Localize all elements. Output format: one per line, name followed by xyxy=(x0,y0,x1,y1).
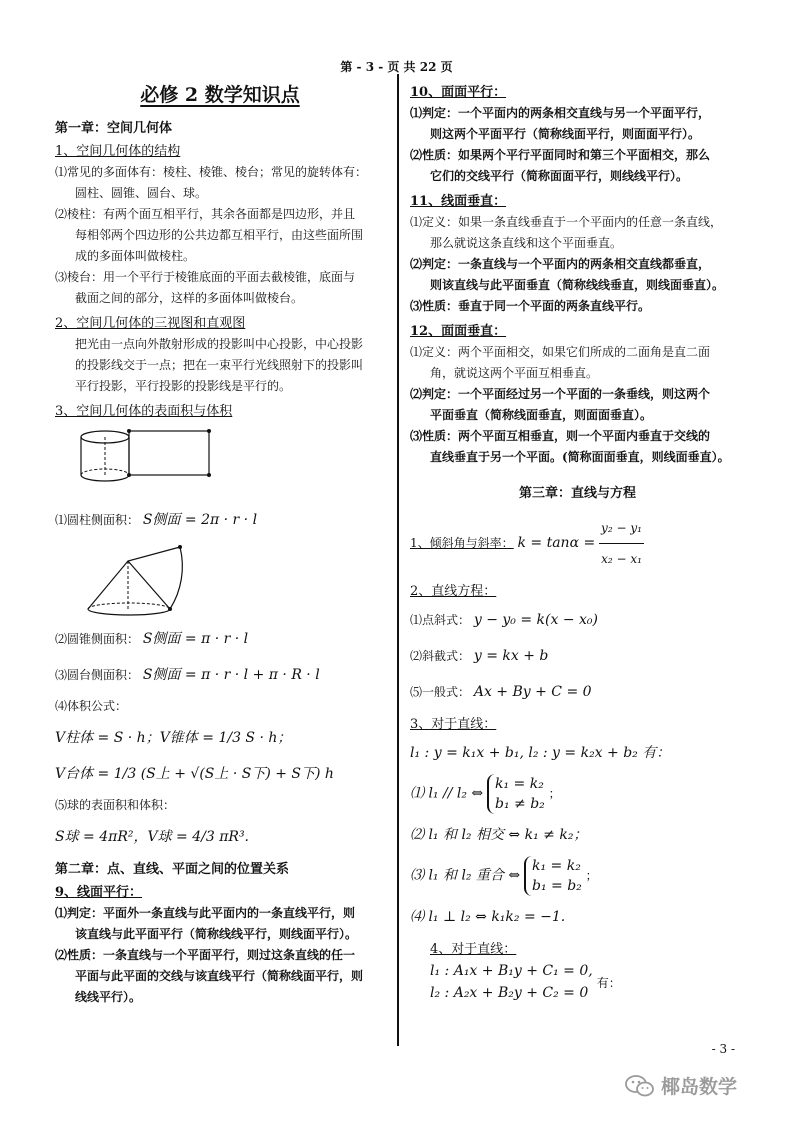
s1-text: 圆柱、圆锥、圆台、球。 xyxy=(75,186,208,200)
chapter-1-heading: 第一章：空间几何体 xyxy=(55,121,173,136)
section-11-heading: 11、线面垂直： xyxy=(410,194,507,209)
wechat-icon xyxy=(625,1075,655,1097)
s11-text: 那么就说这条直线和这个平面垂直。 xyxy=(430,236,623,250)
s11-text: ⑴定义：如果一条直线垂直于一个平面内的任意一条直线， xyxy=(410,215,723,229)
s1-text: ⑵棱柱：有两个面互相平行，其余各面都是四边形，并且 xyxy=(55,207,356,221)
r4-system xyxy=(410,960,745,1004)
f2-formula: S侧面 = π · r · l xyxy=(142,631,249,647)
s10-text: 则这两个平面平行（简称线面平行，则面面平行）。 xyxy=(430,127,701,141)
s1-text: 成的多面体叫做棱柱。 xyxy=(75,249,196,263)
f1-formula: S侧面 = 2π · r · l xyxy=(142,512,258,528)
column-divider xyxy=(397,74,399,1046)
s1-text: ⑶棱台：用一个平行于棱锥底面的平面去截棱锥，底面与 xyxy=(55,270,356,284)
r2-1-label: ⑴点斜式： xyxy=(410,613,471,627)
f4a-formula: V柱体 = S · h；V锥体 = 1/3 S · h； xyxy=(55,730,292,746)
s10-text: 它们的交线平行（简称面面平行，则线线平行）。 xyxy=(430,169,689,183)
r3-3-line-a: k₁ = k₂ xyxy=(532,858,581,874)
s9-text: ⑵性质：一条直线与一个平面平行，则过这条直线的任一 xyxy=(55,948,356,962)
r3-1-label: ⑴ l₁ // l₂ ⇔ xyxy=(410,785,484,802)
s9-text: 该直线与此平面平行（简称线线平行，则线面平行）。 xyxy=(75,927,358,941)
s12-text: 直线垂直于另一个平面。(简称面面垂直，则线面垂直）。 xyxy=(430,450,730,464)
s11-text: 则该直线与此平面垂直（简称线线垂直，则线面垂直）。 xyxy=(430,278,725,292)
f4b-formula: V台体 = 1/3 (S上 + √(S上 · S下) + S下) h xyxy=(55,766,334,782)
f2-label: ⑵圆锥侧面积： xyxy=(55,632,140,646)
s12-text: 平面垂直（简称线面垂直，则面面垂直）。 xyxy=(430,408,653,422)
section-12-heading: 12、面面垂直： xyxy=(410,324,507,339)
f3-label: ⑶圆台侧面积： xyxy=(55,668,140,682)
r1-label: 1、倾斜角与斜率： xyxy=(410,536,514,550)
f3-formula: S侧面 = π · r · l + π · R · l xyxy=(142,667,320,683)
page-header: 第 - 3 - 页 共 22 页 xyxy=(340,60,453,74)
s9-text: 线线平行）。 xyxy=(75,990,142,1004)
chapter-3-heading: 第三章：直线与方程 xyxy=(518,486,636,501)
slope-denominator: x₂ − x₁ xyxy=(601,552,642,566)
s1-text: ⑴常见的多面体有：棱柱、棱锥、棱台；常见的旋转体有： xyxy=(55,165,368,179)
r3-1-line-b: b₁ ≠ b₂ xyxy=(494,796,545,812)
s12-text: ⑶性质：两个平面互相垂直，则一个平面内垂直于交线的 xyxy=(410,429,711,443)
r2-2-formula: y = kx + b xyxy=(473,648,549,664)
page-title: 必修 2 数学知识点 xyxy=(140,84,300,106)
cylinder-unfold-figure xyxy=(75,427,215,487)
r3-2-formula: ⑵ l₁ 和 l₂ 相交 ⇔ k₁ ≠ k₂； xyxy=(410,827,588,843)
s1-text: 每相邻两个四边形的公共边都互相平行，由这些面所围 xyxy=(75,228,364,242)
r2-5-formula: Ax + By + C = 0 xyxy=(473,684,592,700)
r4-line-b: l₂ : A₂x + B₂y + C₂ = 0 xyxy=(430,985,589,1001)
r3-3-brace xyxy=(524,856,582,896)
watermark-text: 椰岛数学 xyxy=(661,1076,738,1098)
r3-3-line-b: b₁ = b₂ xyxy=(532,878,582,894)
s9-text: ⑴判定：平面外一条直线与此平面内的一条直线平行，则 xyxy=(55,906,356,920)
f5-formula: S球 = 4πR²，V球 = 4/3 πR³. xyxy=(55,829,250,845)
left-column xyxy=(55,78,385,1008)
r4-line-a: l₁ : A₁x + B₁y + C₁ = 0, xyxy=(430,963,593,979)
r3-1-end: ； xyxy=(548,786,561,801)
r2-2-label: ⑵斜截式： xyxy=(410,649,471,663)
s11-text: ⑵判定：一条直线与一个平面内的两条相交直线都垂直， xyxy=(410,257,711,271)
s12-text: ⑴定义：两个平面相交，如果它们所成的二面角是直二面 xyxy=(410,345,711,359)
section-3-heading: 3、空间几何体的表面积与体积 xyxy=(55,404,233,419)
s12-text: ⑵判定：一个平面经过另一个平面的一条垂线，则这两个 xyxy=(410,387,711,401)
r3-4-formula: ⑷ l₁ ⊥ l₂ ⇔ k₁k₂ = −1. xyxy=(410,909,566,925)
s2-text: 把光由一点向外散射形成的投影叫中心投影，中心投影 xyxy=(75,337,364,351)
s2-text: 平行投影，平行投影的投影线是平行的。 xyxy=(75,379,292,393)
r3-1-brace xyxy=(487,774,545,814)
s11-text: ⑶性质：垂直于同一个平面的两条直线平行。 xyxy=(410,299,651,313)
page-footer: - 3 - xyxy=(711,1042,735,1056)
s12-text: 角，就说这两个平面互相垂直。 xyxy=(430,366,599,380)
cone-unfold-figure xyxy=(80,541,220,616)
f5-label: ⑸球的表面积和体积： xyxy=(55,798,176,812)
chapter-2-heading: 第二章：点、直线、平面之间的位置关系 xyxy=(55,862,290,877)
slope-fraction xyxy=(599,513,644,574)
slope-numerator: y₂ − y₁ xyxy=(599,513,644,544)
s9-text: 平面与此平面的交线与该直线平行（简称线面平行，则 xyxy=(75,969,364,983)
section-1-heading: 1、空间几何体的结构 xyxy=(55,144,181,159)
right-column xyxy=(410,78,745,1004)
r3-1-line-a: k₁ = k₂ xyxy=(494,776,544,792)
section-10-heading: 10、面面平行： xyxy=(410,85,507,100)
r3-definition: l₁ : y = k₁x + b₁, l₂ : y = k₂x + b₂ 有： xyxy=(410,745,671,761)
s10-text: ⑵性质：如果两个平行平面同时和第三个平面相交，那么 xyxy=(410,148,711,162)
f1-label: ⑴圆柱侧面积： xyxy=(55,513,140,527)
r1-formula: k = tanα = xyxy=(517,535,596,551)
r2-5-label: ⑸一般式： xyxy=(410,685,471,699)
r4-end: 有： xyxy=(596,975,621,990)
s1-text: 截面之间的部分，这样的多面体叫做棱台。 xyxy=(75,291,304,305)
r3-heading: 3、对于直线： xyxy=(410,717,497,732)
r2-heading: 2、直线方程： xyxy=(410,584,497,599)
r4-heading: 4、对于直线： xyxy=(430,942,517,957)
r3-3-end: ； xyxy=(585,868,598,883)
section-2-heading: 2、空间几何体的三视图和直观图 xyxy=(55,316,246,331)
s10-text: ⑴判定：一个平面内的两条相交直线与另一个平面平行， xyxy=(410,106,711,120)
watermark xyxy=(625,1072,737,1099)
f4-label: ⑷体积公式： xyxy=(55,699,128,713)
r3-3-label: ⑶ l₁ 和 l₂ 重合 ⇔ xyxy=(410,867,521,884)
r2-1-formula: y − y₀ = k(x − x₀) xyxy=(473,612,598,628)
s2-text: 的投影线交于一点；把在一束平行光线照射下的投影叫 xyxy=(75,358,364,372)
section-9-heading: 9、线面平行： xyxy=(55,885,143,900)
